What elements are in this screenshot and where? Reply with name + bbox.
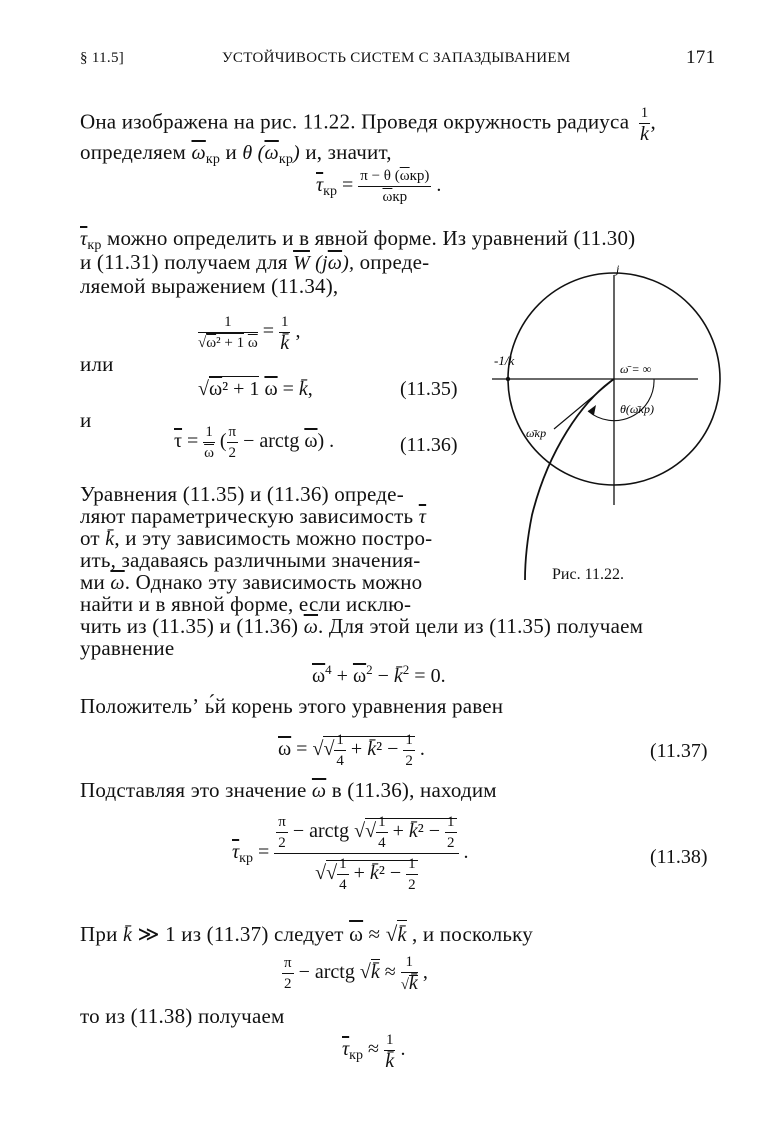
- para1-line2: определяем $\overline{\omega}_{кр}$ и θ $(\overline{\omega}_{кр})$ и, значит,: [80, 140, 392, 167]
- para1-line1: Она изображена на рис. 11.22. Проведя окружность радиуса $\frac{1}{k}$ ,: [80, 105, 656, 145]
- formula-11-36: $\overline{\tau}$ = $\frac{1}{\omega}$ ( $\frac{\pi}{2}$ − arctg $\overline{\omega}$) .: [174, 424, 335, 461]
- para3-line6: найти и в явной форме, если исклю-: [80, 592, 412, 616]
- formula-tau-approx: $\overline{\tau}_{кр}$ ≈ $\frac{1}{k̄}$ .: [342, 1032, 406, 1072]
- formula-11-35: √ω² + 1 $\overline{\omega}$ = k̄,: [198, 378, 313, 400]
- para7: то из (11.38) получаем: [80, 1004, 285, 1028]
- para3-line3: от k̄, и эту зависимость можно постро-: [80, 526, 433, 550]
- para3-line2: ляют параметрическую зависимость $\overline{\tau}$: [80, 504, 427, 528]
- para2-line1: $\overline{\tau}_{кр}$ можно определить и в явной форме. Из уравнений (11.30): [80, 226, 636, 253]
- label-j: j: [616, 262, 620, 276]
- running-title: УСТОЙЧИВОСТЬ СИСТЕМ С ЗАПАЗДЫВАНИЕМ: [222, 50, 571, 66]
- label-omega-kr: ω̄кр: [526, 426, 547, 440]
- nyquist-curve: [525, 379, 614, 580]
- para3-line8: уравнение: [80, 636, 175, 660]
- para3-line4: ить, задаваясь различными значения-: [80, 548, 421, 572]
- eqnum-11-35: (11.35): [400, 378, 458, 400]
- theta-arrowhead: [588, 405, 596, 415]
- figure-11-22: [470, 255, 730, 595]
- label-minus-1-over-k: -1/k: [494, 353, 515, 368]
- formula-11-37: $\overline{\omega}$ = √√ $\frac{1}{4}$ + k̄² − $\frac{1}{2}$ .: [278, 732, 425, 769]
- para3-line5: ми $\overline{\omega}$. Однако эту зависимость можно: [80, 570, 423, 594]
- formula-ratio: $\frac{1}{√\omega^2 + 1 \overline{\omega}}$ = $\frac{1}{k̄}$ ,: [198, 314, 301, 354]
- formula-quartic: $\overline{\omega}^4 + \overline{\omega}^2$ − k̄$^2$ = 0.: [312, 662, 446, 687]
- para6: При k̄ ≫ 1 из (11.37) следует $\overline{\omega}$ ≈ √k̄ , и поскольку: [80, 922, 533, 946]
- word-or: или: [80, 352, 114, 376]
- label-theta: θ(ω̄кр): [620, 402, 654, 416]
- para2-line3: ляемой выражением (11.34),: [80, 274, 339, 298]
- para2-line2: и (11.31) получаем для $\overline{W}$ $(j\overline{\omega})$, опреде-: [80, 250, 430, 274]
- label-omega-infinity: ω̄ = ∞: [620, 362, 652, 376]
- formula-tau-kr: $\overline{\tau}_{кр}$ = $\frac{\pi - \theta (\overline{\omega}кр)}{\overline{\omega}кр}$ .: [316, 168, 442, 205]
- point-minus-1-over-k: [506, 377, 510, 381]
- eqnum-11-37: (11.37): [650, 740, 708, 762]
- eqnum-11-38: (11.38): [650, 846, 708, 868]
- section-ref: § 11.5]: [80, 50, 125, 66]
- para4: Положительʼ ь́й корень этого уравнения равен: [80, 694, 504, 718]
- para3-line7: чить из (11.35) и (11.36) $\overline{\omega}$. Для этой цели из (11.35) получаем: [80, 614, 644, 638]
- para3-line1: Уравнения (11.35) и (11.36) опреде-: [80, 482, 404, 506]
- formula-arctg-approx: $\frac{\pi}{2}$ − arctg √k̄ ≈ $\frac{1}{√k̄}$ ,: [284, 954, 428, 994]
- figure-caption: Рис. 11.22.: [552, 566, 624, 583]
- radius-line: [554, 379, 614, 429]
- para5: Подставляя это значение $\overline{\omega}$ в (11.36), находим: [80, 778, 497, 802]
- formula-11-38: $\overline{\tau}_{кр}$ = $\frac{\pi}{2}$ − arctg √√ $\frac{1}{4}$ + k̄² − $\frac{1}{2}$ √√ $\frac{1}{4}$ + k̄² − $\frac{1}{2}$ .: [232, 814, 469, 893]
- eqnum-11-36: (11.36): [400, 434, 458, 456]
- word-and: и: [80, 408, 92, 432]
- page-number: 171: [686, 47, 716, 68]
